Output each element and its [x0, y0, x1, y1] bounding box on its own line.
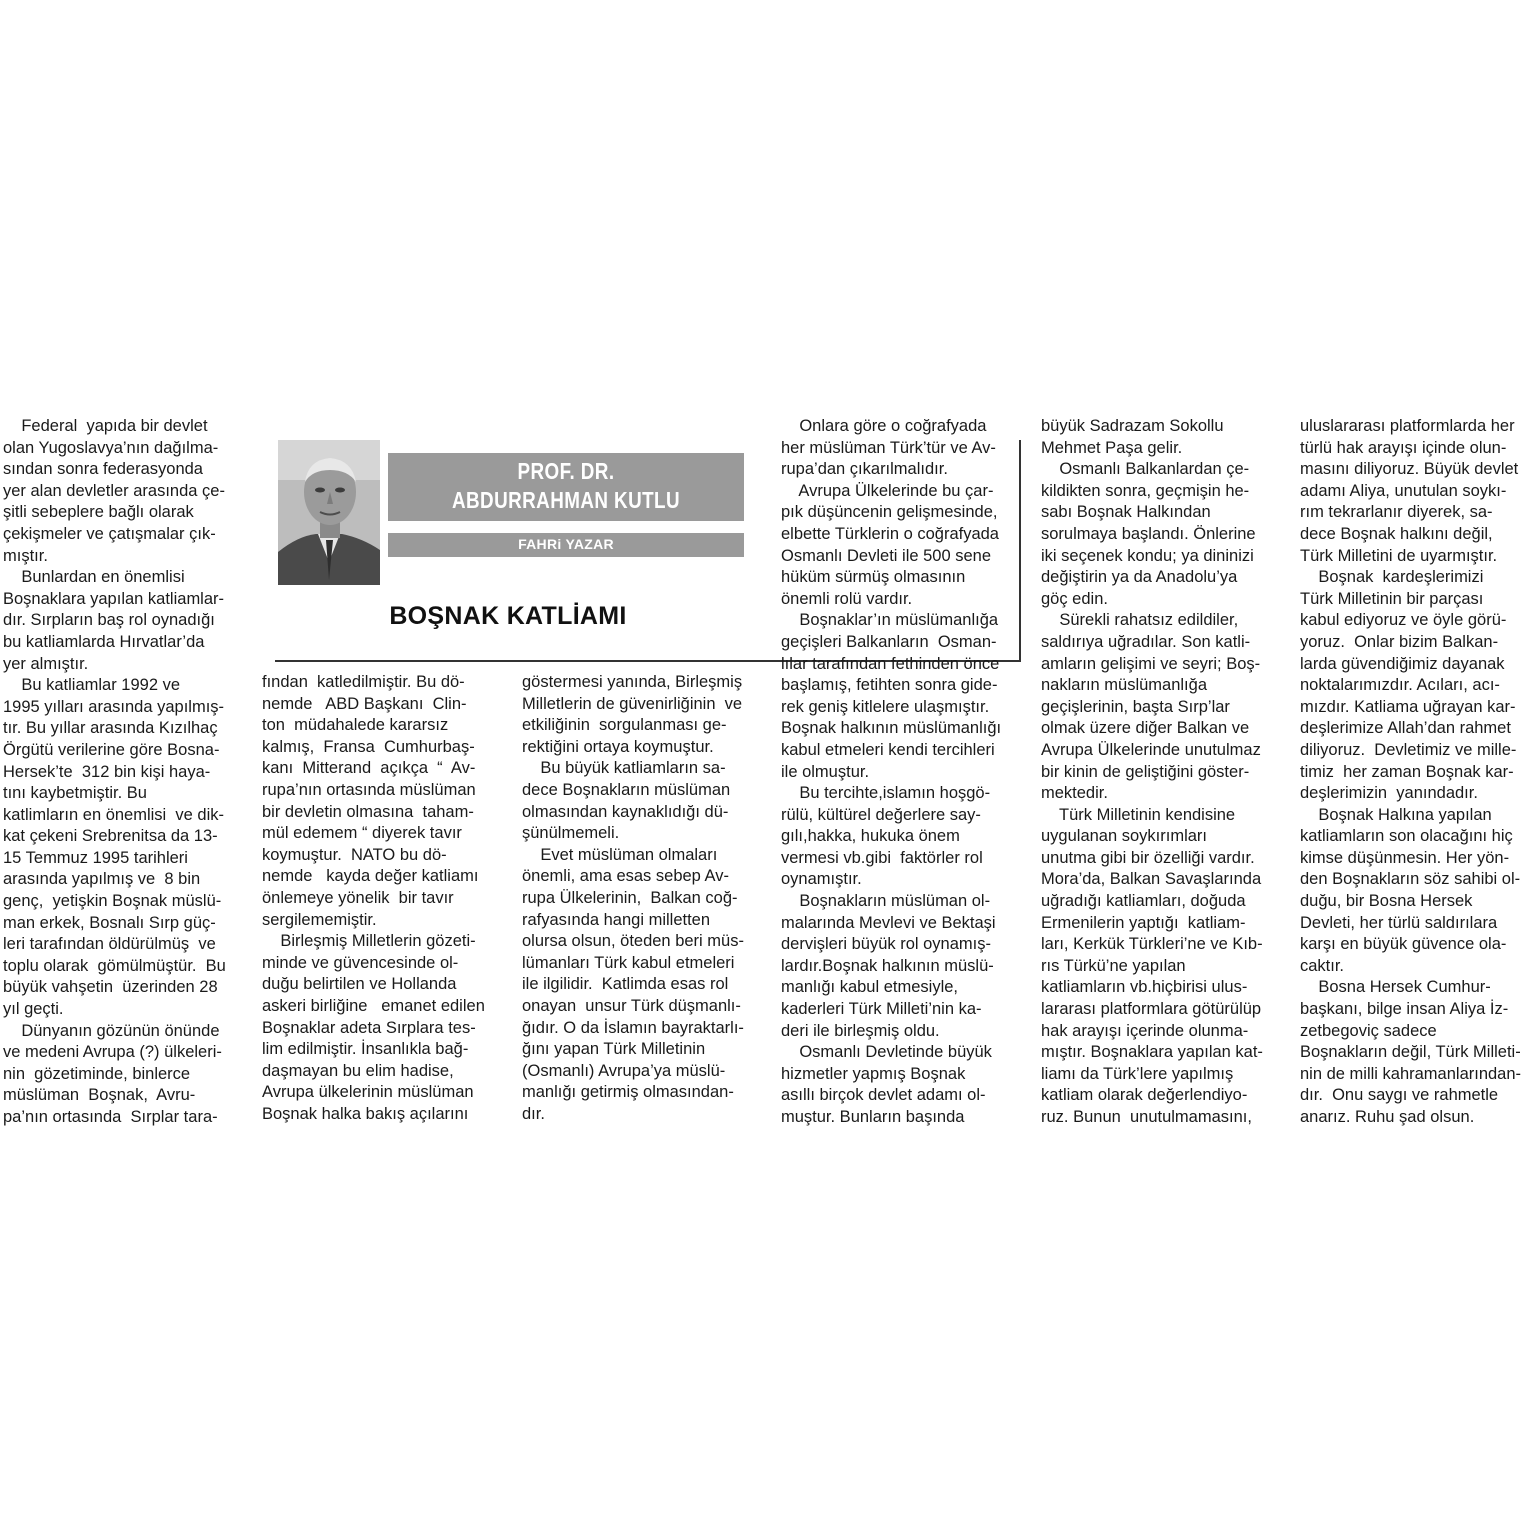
article-text-line: bir kinin de geliştiğini göster- [1041, 762, 1250, 781]
article-text-line: elbette Türklerin o coğrafyada [781, 524, 999, 543]
article-text-line: türlü hak arayışı içinde olun- [1300, 438, 1507, 457]
article-text-line: diliyoruz. Devletimiz ve mille- [1300, 740, 1517, 759]
article-text-line: lılar tarafından fethinden önce [781, 654, 1000, 673]
article-text-line: rupa’nın ortasında müslüman [262, 780, 476, 799]
article-column-6 [1300, 416, 1538, 1129]
article-text-line: deşlerimize Allah’dan rahmet [1300, 719, 1511, 738]
article-text-line: Ermenilerin yaptığı katliam- [1041, 913, 1246, 932]
article-text-line: kildikten sonra, geçmişin he- [1041, 481, 1250, 500]
article-text-line: dece Boşnak halkını değil, [1300, 524, 1493, 543]
article-text-line: daşmayan bu elim hadise, [262, 1061, 454, 1080]
article-text-line: önlemeye yönelik bir tavır [262, 888, 454, 907]
article-text-line: karşı en büyük güvence ola- [1300, 935, 1507, 954]
article-text-line: katliamların vb.hiçbirisi ulus- [1041, 978, 1248, 997]
article-text-line: larda güvendiğimiz dayanak [1300, 654, 1505, 673]
article-text-line: mıştır. [3, 546, 48, 565]
article-text-line: pık düşüncenin gelişmesinde, [781, 503, 998, 522]
article-text-line: amların gelişimi ve seyri; Boş- [1041, 654, 1261, 673]
article-text-line: minde ve güvencesinde ol- [262, 953, 459, 972]
article-text-line: Milletlerin de güvenirliğinin ve [522, 694, 743, 713]
article-text-line: noktalarımızdır. Acıları, acı- [1300, 676, 1500, 695]
article-text-line: ile olmuştur. [781, 762, 870, 781]
article-text-line: bu katliamlarda Hırvatlar’da [3, 632, 205, 651]
article-text-line: arasında yapılmış ve 8 bin [3, 870, 201, 889]
article-text-line: müslüman Boşnak, Avru- [3, 1086, 196, 1105]
article-text-line: rım tekrarlanır diyerek, sa- [1300, 503, 1493, 522]
article-text-line: tını kaybetmiştir. Bu [3, 784, 147, 803]
article-text-line: saldırıya uğradılar. Son katli- [1041, 632, 1251, 651]
author-portrait-image [278, 440, 380, 585]
article-text-line: her müslüman Türk’tür ve Av- [781, 438, 996, 457]
author-role: FAHRi YAZAR [518, 536, 614, 552]
article-text-line: geçişleri Balkanların Osman- [781, 632, 997, 651]
article-text-line: Osmanlı Devleti ile 500 sene [781, 546, 992, 565]
article-text-line: liamı da Türk’lere yapılmış [1041, 1064, 1234, 1083]
article-text-line: Boşnaklar adeta Sırplara tes- [262, 1018, 476, 1037]
article-text-line: rafyasında hangi milletten [522, 910, 711, 929]
article-text-line: lardır.Boşnak halkının müslü- [781, 956, 994, 975]
article-text-line: caktır. [1300, 956, 1345, 975]
article-text-line: şitli sebeplere bağlı olarak [3, 503, 194, 522]
article-text-line: sorulmaya başlandı. Önlerine [1041, 524, 1256, 543]
article-text-line: manlığı getirmiş olmasından- [522, 1083, 734, 1102]
article-text-line: nin gözetiminde, binlerce [3, 1064, 191, 1083]
author-photo [278, 440, 380, 585]
article-text-line: mıştır. Boşnaklara yapılan kat- [1041, 1043, 1263, 1062]
article-text-line: muştur. Bunların başında [781, 1108, 965, 1126]
article-text-line: yer almıştır. [3, 654, 89, 673]
article-text-line: askeri birliğine emanet edilen [262, 996, 485, 1015]
article-text-line: dece Boşnakların müslüman [522, 780, 731, 799]
article-text-line: nakların müslümanlığa [1041, 676, 1207, 695]
article-text-line: olursa olsun, öteden beri müs- [522, 932, 744, 951]
article-text-line: kanı Mitterand açıkça “ Av- [262, 759, 476, 778]
article-text-line: Türk Milletinin bir parçası [1300, 589, 1484, 608]
article-text-line: genç, yetişkin Boşnak müslü- [3, 892, 222, 911]
article-text-line: malarında Mevlevi ve Bektaşi [781, 913, 996, 932]
article-text-line: manlığı kabul etmesiyle, [781, 978, 958, 997]
article-text-line: Devleti, her türlü saldırılara [1300, 913, 1498, 932]
article-column-4 [781, 416, 1026, 1129]
article-text-line: uluslararası platformlarda her [1300, 417, 1515, 435]
article-text-line: Hersek’te 312 bin kişi haya- [3, 762, 211, 781]
article-text-line: olan Yugoslavya’nın dağılma- [3, 438, 219, 457]
article-header [275, 440, 746, 662]
article-text-line: sından sonra federasyonda [3, 460, 203, 479]
article-text-line: anarız. Ruhu şad olsun. [1300, 1108, 1475, 1126]
author-name: ABDURRAHMAN KUTLU [451, 487, 681, 513]
article-text-line: önemli, ama esas sebep Av- [522, 867, 729, 886]
article-text-line: rülü, kültürel değerlere say- [781, 805, 981, 824]
article-text-line: adamı Aliya, unutulan soykı- [1300, 481, 1507, 500]
article-text-line: toplu olarak gömülmüştür. Bu [3, 956, 226, 975]
article-text-line: geçişlerinin, başta Sırp’lar [1041, 697, 1230, 716]
article-text-line: büyük Sadrazam Sokollu [1041, 417, 1224, 435]
article-text-line: göstermesi yanında, Birleşmiş [522, 673, 743, 691]
article-text-line: rupa’dan çıkarılmalıdır. [781, 460, 948, 479]
article-text-line: kat çekeni Srebrenitsa da 13- [3, 827, 218, 846]
article-text-line: lararası platformlara götürülüp [1041, 1000, 1262, 1019]
article-text-line: dervişleri büyük rol oynamış- [781, 935, 991, 954]
article-text-line: zetbegoviç sadece [1300, 1021, 1437, 1040]
article-text-line: Örgütü verilerine göre Bosna- [3, 740, 220, 759]
article-text-line: önemli rolü vardır. [781, 589, 913, 608]
article-text-line: rıs Türkü’ne yapılan [1041, 956, 1186, 975]
author-name-band [388, 453, 744, 521]
article-column-2 [262, 672, 502, 1125]
article-text-line: tır. Bu yıllar arasında Kızılhaç [3, 719, 218, 738]
article-text-line: hizmetler yapmış Boşnak [781, 1064, 966, 1083]
article-text-line: ile ilgilidir. Katlimda esas rol [522, 975, 729, 994]
article-text-line: kalmış, Fransa Cumhurbaş- [262, 737, 475, 756]
article-text-line: ları, Kerkük Türkleri’ne ve Kıb- [1041, 935, 1263, 954]
article-column-1 [3, 416, 243, 1129]
article-text-line: 1995 yılları arasında yapılmış- [3, 697, 225, 716]
article-text-line: değiştirin ya da Anadolu’ya [1041, 568, 1238, 587]
article-text-line: nemde ABD Başkanı Clin- [262, 694, 467, 713]
article-text-line: duğu belirtilen ve Hollanda [262, 975, 457, 994]
article-text-line: gılı,hakka, hukuka önem [781, 827, 960, 846]
article-text-line: katliam olarak değerlendiyo- [1041, 1086, 1248, 1105]
article-text-line: yıl geçti. [3, 1000, 64, 1019]
article-text-line: olmak üzere diğer Balkan ve [1041, 719, 1250, 738]
article-text-line: Federal yapıda bir devlet [3, 417, 208, 435]
article-text-line: uygulanan soykırımları [1041, 827, 1207, 846]
article-text-line: unutma gibi bir özelliği vardır. [1041, 848, 1255, 867]
article-text-line: mül edemem “ diyerek tavır [262, 824, 462, 843]
article-text-line: kimse düşünmesin. Her yön- [1300, 848, 1510, 867]
article-text-line: rek geniş kitlelere ulaşmıştır. [781, 697, 990, 716]
article-text-line: Bu büyük katliamların sa- [522, 759, 726, 778]
article-text-line: ruz. Bunun unutulmamasını, [1041, 1108, 1252, 1126]
article-text-line: dır. [522, 1104, 545, 1123]
article-text-line: yer alan devletler arasında çe- [3, 481, 225, 500]
article-text-line: iki seçenek kondu; ya dininizi [1041, 546, 1254, 565]
article-text-line: timiz her zaman Boşnak kar- [1300, 762, 1514, 781]
article-text-line: den Boşnakların söz sahibi ol- [1300, 870, 1521, 889]
article-text-line: masını diliyoruz. Büyük devlet [1300, 460, 1519, 479]
article-text-line: onayan unsur Türk düşmanlı- [522, 996, 741, 1015]
article-text-line: ton müdahalede kararsız [262, 716, 449, 735]
article-text-line: Osmanlı Balkanlardan çe- [1041, 460, 1250, 479]
article-text-line: duğu, bir Bosna Hersek [1300, 892, 1473, 911]
article-text-line: kabul etmeleri kendi tercihleri [781, 740, 995, 759]
article-text-line: Boşnak halka bakış açılarını [262, 1104, 469, 1123]
article-text-line: Birleşmiş Milletlerin gözeti- [262, 932, 476, 951]
article-text-line: lim edilmiştir. İnsanlıkla bağ- [262, 1040, 469, 1059]
article-text-line: Bunlardan en önemlisi [3, 568, 185, 587]
article-text-line: mektedir. [1041, 784, 1108, 803]
article-text-line: Bu katliamlar 1992 ve [3, 676, 181, 695]
article-text-line: ve medeni Avrupa (?) ülkeleri- [3, 1043, 222, 1062]
author-title: PROF. DR. [517, 458, 615, 484]
article-text-line: Mora’da, Balkan Savaşlarında [1041, 870, 1262, 889]
article-text-line: Boşnaklar’ın müslümanlığa [781, 611, 999, 630]
article-text-line: göç edin. [1041, 589, 1108, 608]
article-text-line: Boşnakların müslüman ol- [781, 892, 991, 911]
article-text-line: kabul ediyoruz ve öyle görü- [1300, 611, 1507, 630]
article-text-line: dır. Sırpların baş rol oynadığı [3, 611, 215, 630]
article-text-line: vermesi vb.gibi faktörler rol [781, 848, 983, 867]
article-text-line: 15 Temmuz 1995 tarihleri [3, 848, 188, 867]
article-text-line: deşlerimizin yanındadır. [1300, 784, 1478, 803]
article-text-line: katliamların son olacağını hiç [1300, 827, 1513, 846]
article-text-line: Avrupa ülkelerinin müslüman [262, 1083, 474, 1102]
article-text-line: asıllı birçok devlet adamı ol- [781, 1086, 986, 1105]
article-text-line: Avrupa Ülkelerinde unutulmaz [1041, 740, 1261, 759]
article-text-line: Boşnak halkının müslümanlığı [781, 719, 1002, 738]
article-text-line: kaderleri Türk Milleti’nin ka- [781, 1000, 982, 1019]
article-text-line: başlamış, fetihten sonra gide- [781, 676, 998, 695]
article-text-line: nemde kayda değer katliamı [262, 867, 479, 886]
article-text-line: Dünyanın gözünün önünde [3, 1021, 220, 1040]
article-text-line: Sürekli rahatsız edildiler, [1041, 611, 1239, 630]
article-column-3 [522, 672, 767, 1125]
article-text-line: yoruz. Onlar bizim Balkan- [1300, 632, 1499, 651]
article-text-line: oynamıştır. [781, 870, 862, 889]
article-text-line: nin de milli kahramanlarından- [1300, 1064, 1522, 1083]
article-text-line: ğını yapan Türk Milletinin [522, 1040, 706, 1059]
article-text-line: rektiğini ortaya koymuştur. [522, 737, 714, 756]
article-text-line: koymuştur. NATO bu dö- [262, 845, 447, 864]
article-text-line: man erkek, Bosnalı Sırp güç- [3, 913, 216, 932]
article-text-line: Boşnaklara yapılan katliamlar- [3, 589, 225, 608]
article-text-line: çekişmeler ve çatışmalar çık- [3, 524, 216, 543]
article-text-line: fından katledilmiştir. Bu dö- [262, 673, 465, 691]
article-text-line: hüküm sürmüş olmasının [781, 568, 966, 587]
article-headline: BOŞNAK KATLİAMI [389, 602, 627, 630]
article-text-line: Bu tercihte,islamın hoşgö- [781, 784, 991, 803]
article-column-5 [1041, 416, 1286, 1129]
article-text-line: lümanları Türk kabul etmeleri [522, 953, 735, 972]
article-text-line: Türk Milletinin kendisine [1041, 805, 1236, 824]
article-text-line: Boşnak kardeşlerimizi [1300, 568, 1484, 587]
article-text-line: sergilememiştir. [262, 910, 377, 929]
article-text-line: olmasından kaynaklıdığı dü- [522, 802, 729, 821]
article-text-line: Evet müslüman olmaları [522, 845, 718, 864]
article-text-line: başkanı, bilge insan Aliya İz- [1300, 1000, 1509, 1019]
article-text-line: deri ile birleşmiş oldu. [781, 1021, 940, 1040]
article-text-line: etkiliğinin sorgulanması ge- [522, 716, 727, 735]
article-text-line: Mehmet Paşa gelir. [1041, 438, 1183, 457]
article-text-line: leri tarafından öldürülmüş ve [3, 935, 216, 954]
author-role-band [388, 533, 744, 557]
article-text-line: pa’nın ortasında Sırplar tara- [3, 1108, 218, 1126]
article-text-line: bir devletin olmasına taham- [262, 802, 474, 821]
article-text-line: Osmanlı Devletinde büyük [781, 1043, 992, 1062]
article-text-line: rupa Ülkelerinin, Balkan coğ- [522, 888, 738, 907]
article-text-line: büyük vahşetin üzerinden 28 [3, 978, 218, 997]
article-text-line: hak arayışı içerinde olunma- [1041, 1021, 1249, 1040]
article-text-line: uğradığı katliamları, doğuda [1041, 892, 1246, 911]
article-text-line: Boşnakların değil, Türk Milleti- [1300, 1043, 1521, 1062]
article-text-line: sabı Boşnak Halkından [1041, 503, 1211, 522]
article-text-line: Türk Milletini de uyarmıştır. [1300, 546, 1498, 565]
article-text-line: Avrupa Ülkelerinde bu çar- [781, 481, 994, 500]
article-text-line: ğıdır. O da İslamın bayraktarlı- [522, 1018, 744, 1037]
article-text-line: Boşnak Halkına yapılan [1300, 805, 1492, 824]
article-text-line: şünülmemeli. [522, 824, 620, 843]
article-text-line: (Osmanlı) Avrupa’ya müslü- [522, 1061, 726, 1080]
article-text-line: mızdır. Katliama uğrayan kar- [1300, 697, 1516, 716]
article-text-line: dır. Onu saygı ve rahmetle [1300, 1086, 1499, 1105]
article-text-line: katlimların en önemlisi ve dik- [3, 805, 224, 824]
article-text-line: Onlara göre o coğrafyada [781, 417, 987, 435]
article-text-line: Bosna Hersek Cumhur- [1300, 978, 1491, 997]
